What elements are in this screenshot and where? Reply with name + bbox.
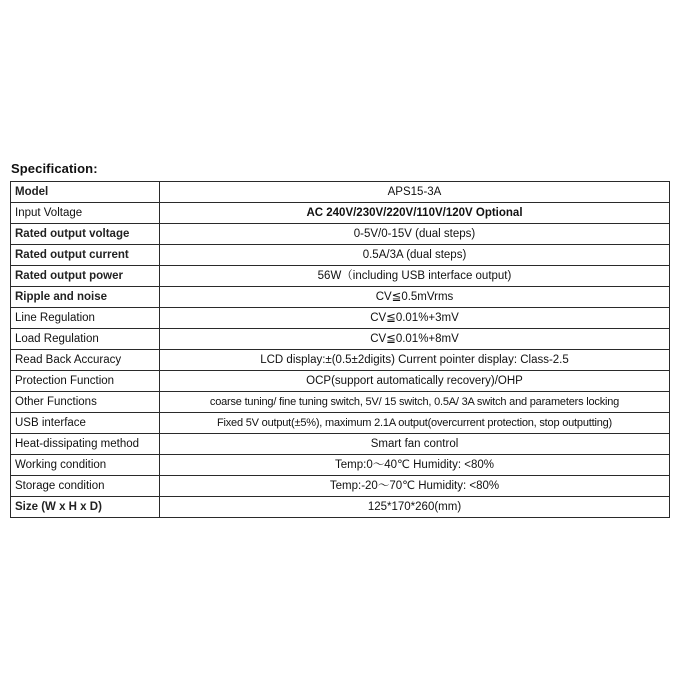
row-value: 0-5V/0-15V (dual steps) [160, 224, 670, 245]
table-row [11, 392, 670, 413]
table-row [11, 497, 670, 518]
row-label: Line Regulation [11, 308, 160, 329]
row-value: 0.5A/3A (dual steps) [160, 245, 670, 266]
table-row [11, 329, 670, 350]
row-value: Temp:0～40℃ Humidity: <80% [160, 455, 670, 476]
row-value: OCP(support automatically recovery)/OHP [160, 371, 670, 392]
table-row [11, 308, 670, 329]
table-row [11, 287, 670, 308]
row-value: CV≦0.01%+8mV [160, 329, 670, 350]
row-value: coarse tuning/ fine tuning switch, 5V/ 15 switch, 0.5A/ 3A switch and parameters locking [160, 392, 670, 413]
table-row [11, 413, 670, 434]
row-label: Working condition [11, 455, 160, 476]
row-value: LCD display:±(0.5±2digits) Current pointer display: Class-2.5 [160, 350, 670, 371]
row-value: CV≦0.5mVrms [160, 287, 670, 308]
row-value: APS15-3A [160, 182, 670, 203]
row-label: Input Voltage [11, 203, 160, 224]
spec-table [10, 181, 670, 518]
table-row [11, 350, 670, 371]
row-label: USB interface [11, 413, 160, 434]
row-label: Rated output voltage [11, 224, 160, 245]
row-label: Read Back Accuracy [11, 350, 160, 371]
table-row [11, 266, 670, 287]
row-label: Storage condition [11, 476, 160, 497]
table-row [11, 182, 670, 203]
row-value: Smart fan control [160, 434, 670, 455]
table-row [11, 203, 670, 224]
row-label: Rated output current [11, 245, 160, 266]
table-row [11, 224, 670, 245]
row-label: Load Regulation [11, 329, 160, 350]
spec-title: Specification: [11, 161, 98, 176]
row-label: Ripple and noise [11, 287, 160, 308]
table-row [11, 455, 670, 476]
row-value: Fixed 5V output(±5%), maximum 2.1A output(overcurrent protection, stop outputting) [160, 413, 670, 434]
row-value: AC 240V/230V/220V/110V/120V Optional [160, 203, 670, 224]
row-label: Protection Function [11, 371, 160, 392]
row-value: CV≦0.01%+3mV [160, 308, 670, 329]
row-label: Model [11, 182, 160, 203]
row-value: 125*170*260(mm) [160, 497, 670, 518]
row-label: Other Functions [11, 392, 160, 413]
table-row [11, 476, 670, 497]
table-row [11, 371, 670, 392]
table-row [11, 245, 670, 266]
table-row [11, 434, 670, 455]
row-value: Temp:-20～70℃ Humidity: <80% [160, 476, 670, 497]
row-label: Rated output power [11, 266, 160, 287]
row-value: 56W（including USB interface output) [160, 266, 670, 287]
row-label: Heat-dissipating method [11, 434, 160, 455]
row-label: Size (W x H x D) [11, 497, 160, 518]
